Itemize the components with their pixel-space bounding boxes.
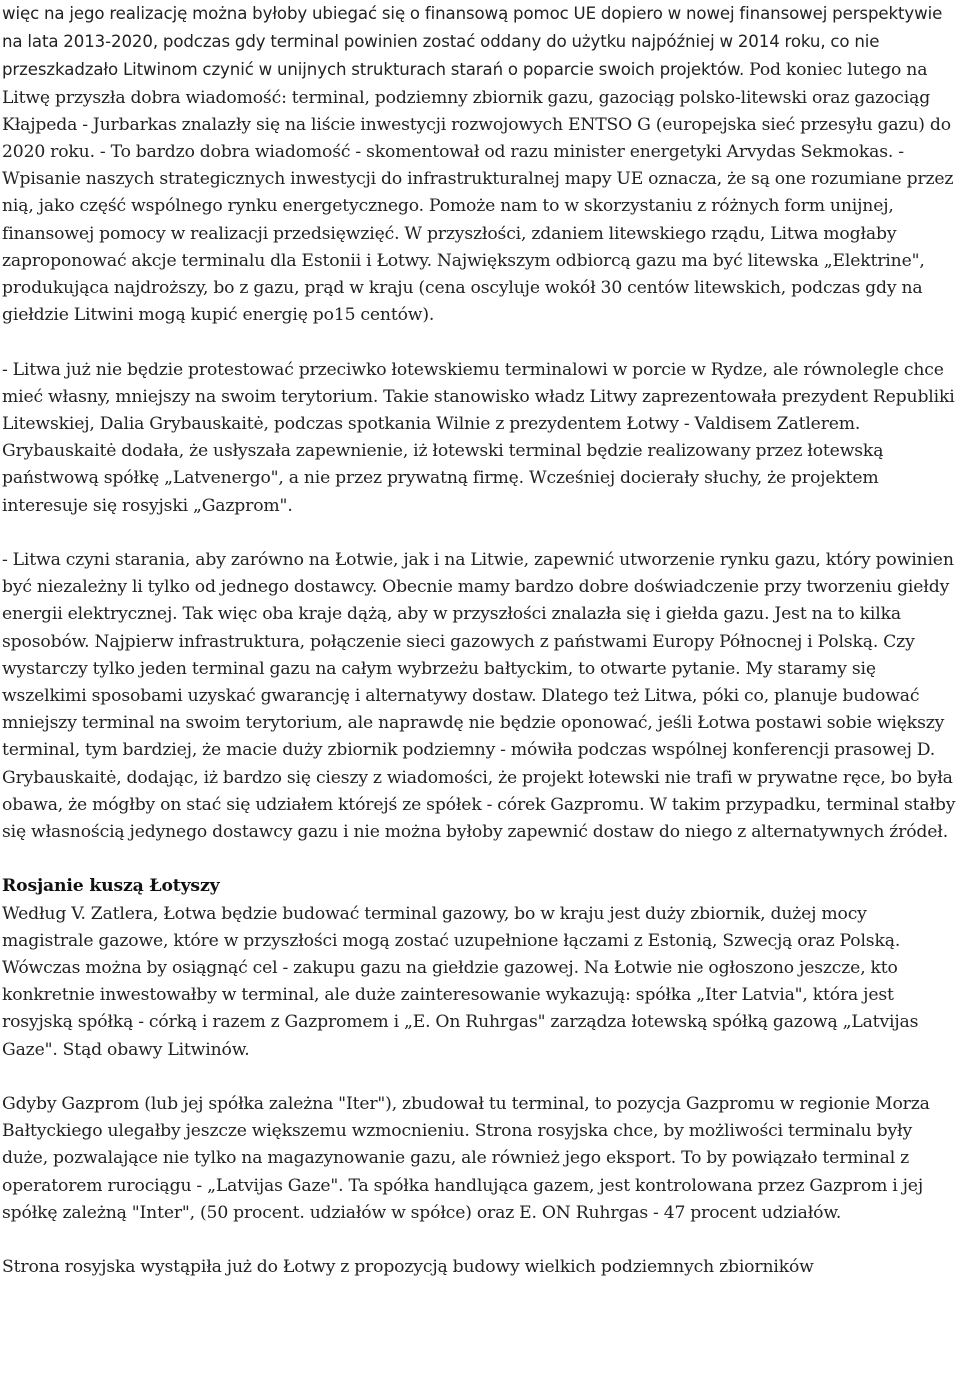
paragraph-1	[2, 0, 958, 329]
paragraph-gap	[2, 329, 958, 356]
paragraph-1-lead: więc na jego realizację można byłoby ubiegać się o finansową pomoc UE dopiero w nowej finansowej perspektywie na lata 2013-2020, podczas gdy terminal powinien zostać oddany do użytku najpóźniej w 2014 roku, co nie przeszkadzało Litwinom czynić w unijnych strukturach starań o poparcie swoich projektów.	[2, 4, 943, 80]
paragraph-gap	[2, 520, 958, 547]
paragraph-1-body: Pod koniec lutego na Litwę przyszła dobra wiadomość: terminal, podziemny zbiornik gazu, gazociąg polsko-litewski oraz gazociąg Kłajpeda - Jurbarkas znalazły się na liście inwestycji rozwojowych ENTSO G (europejska sieć przesyłu gazu) do 2020 roku. - To bardzo dobra wiadomość - skomentował od razu minister energetyki Arvydas Sekmokas. - Wpisanie naszych strategicznych inwestycji do infrastrukturalnej mapy UE oznacza, że są one rozumiane przez nią, jako część wspólnego rynku energetycznego. Pomoże nam to w skorzystaniu z różnych form unijnej, finansowej pomocy w realizacji przedsięwzięć. W przyszłości, zdaniem litewskiego rządu, Litwa mogłaby zaproponować akcje terminalu dla Estonii i Łotwy. Największym odbiorcą gazu ma być litewska „Elektrine", produkująca najdroższy, bo z gazu, prąd w kraju (cena oscyluje wokół 30 centów litewskich, podczas gdy na giełdzie Litwini mogą kupić energię po15 centów).	[2, 60, 954, 326]
paragraph-5: Gdyby Gazprom (lub jej spółka zależna "Iter"), zbudował tu terminal, to pozycja Gazpromu w regionie Morza Bałtyckiego ulegałby jeszcze większemu wzmocnieniu. Strona rosyjska chce, by możliwości terminalu były duże, pozwalające nie tylko na magazynowanie gazu, ale również jego eksport. To by powiązało terminal z operatorem rurociągu - „Latvijas Gaze". Ta spółka handlująca gazem, jest kontrolowana przez Gazprom i jej spółkę zależną "Inter", (50 procent. udziałów w spółce) oraz E. ON Ruhrgas - 47 procent udziałów.	[2, 1094, 930, 1223]
section-heading: Rosjanie kuszą Łotyszy	[2, 876, 220, 897]
paragraph-gap	[2, 1227, 958, 1254]
paragraph-gap	[2, 846, 958, 873]
paragraph-6: Strona rosyjska wystąpiła już do Łotwy z propozycją budowy wielkich podziemnych zbiorników	[2, 1257, 814, 1278]
paragraph-4: Według V. Zatlera, Łotwa będzie budować terminal gazowy, bo w kraju jest duży zbiornik, dużej mocy magistrale gazowe, które w przyszłości mogą zostać uzupełnione łączami z Estonią, Szwecją oraz Polską. Wówczas można by osiągnąć cel - zakupu gazu na giełdzie gazowej. Na Łotwie nie ogłoszono jeszcze, kto konkretnie inwestowałby w terminal, ale duże zainteresowanie wykazują: spółka „Iter Latvia", która jest rosyjską spółką - córką i razem z Gazpromem i „E. On Ruhrgas" zarządza łotewską spółką gazową „Latvijas Gaze". Stąd obawy Litwinów.	[2, 903, 919, 1060]
paragraph-2: - Litwa już nie będzie protestować przeciwko łotewskiemu terminalowi w porcie w Rydze, ale równolegle chce mieć własny, mniejszy na swoim terytorium. Takie stanowisko władz Litwy zaprezentowała prezydent Republiki Litewskiej, Dalia Grybauskaitė, podczas spotkania Wilnie z prezydentem Łotwy - Valdisem Zatlerem. Grybauskaitė dodała, że usłyszała zapewnienie, iż łotewski terminal będzie realizowany przez łotewską państwową spółkę „Latvenergo", a nie przez prywatną firmę. Wcześniej docierały słuchy, że projektem interesuje się rosyjski „Gazprom".	[2, 359, 955, 516]
paragraph-gap	[2, 1064, 958, 1091]
paragraph-3: - Litwa czyni starania, aby zarówno na Łotwie, jak i na Litwie, zapewnić utworzenie rynku gazu, który powinien być niezależny li tylko od jednego dostawcy. Obecnie mamy bardzo dobre doświadczenie przy tworzeniu giełdy energii elektrycznej. Tak więc oba kraje dążą, aby w przyszłości znalazła się i giełda gazu. Jest na to kilka sposobów. Najpierw infrastruktura, połączenie sieci gazowych z państwami Europy Północnej i Polską. Czy wystarczy tylko jeden terminal gazu na całym wybrzeżu bałtyckim, to otwarte pytanie. My staramy się wszelkimi sposobami uzyskać gwarancję i alternatywy dostaw. Dlatego też Litwa, póki co, planuje budować mniejszy terminal na swoim terytorium, ale naprawdę nie będzie oponować, jeśli Łotwa postawi sobie większy terminal, tym bardziej, że macie duży zbiornik podziemny - mówiła podczas wspólnej konferencji prasowej D. Grybauskaitė, dodając, iż bardzo się cieszy z wiadomości, że projekt łotewski nie trafi w prywatne ręce, bo była obawa, że mógłby on stać się udziałem którejś ze spółek - córek Gazpromu. W takim przypadku, terminal stałby się własnością jedynego dostawcy gazu i nie można byłoby zapewnić dostaw do niego z alternatywnych źródeł.	[2, 550, 956, 843]
document-page	[2, 0, 958, 1281]
